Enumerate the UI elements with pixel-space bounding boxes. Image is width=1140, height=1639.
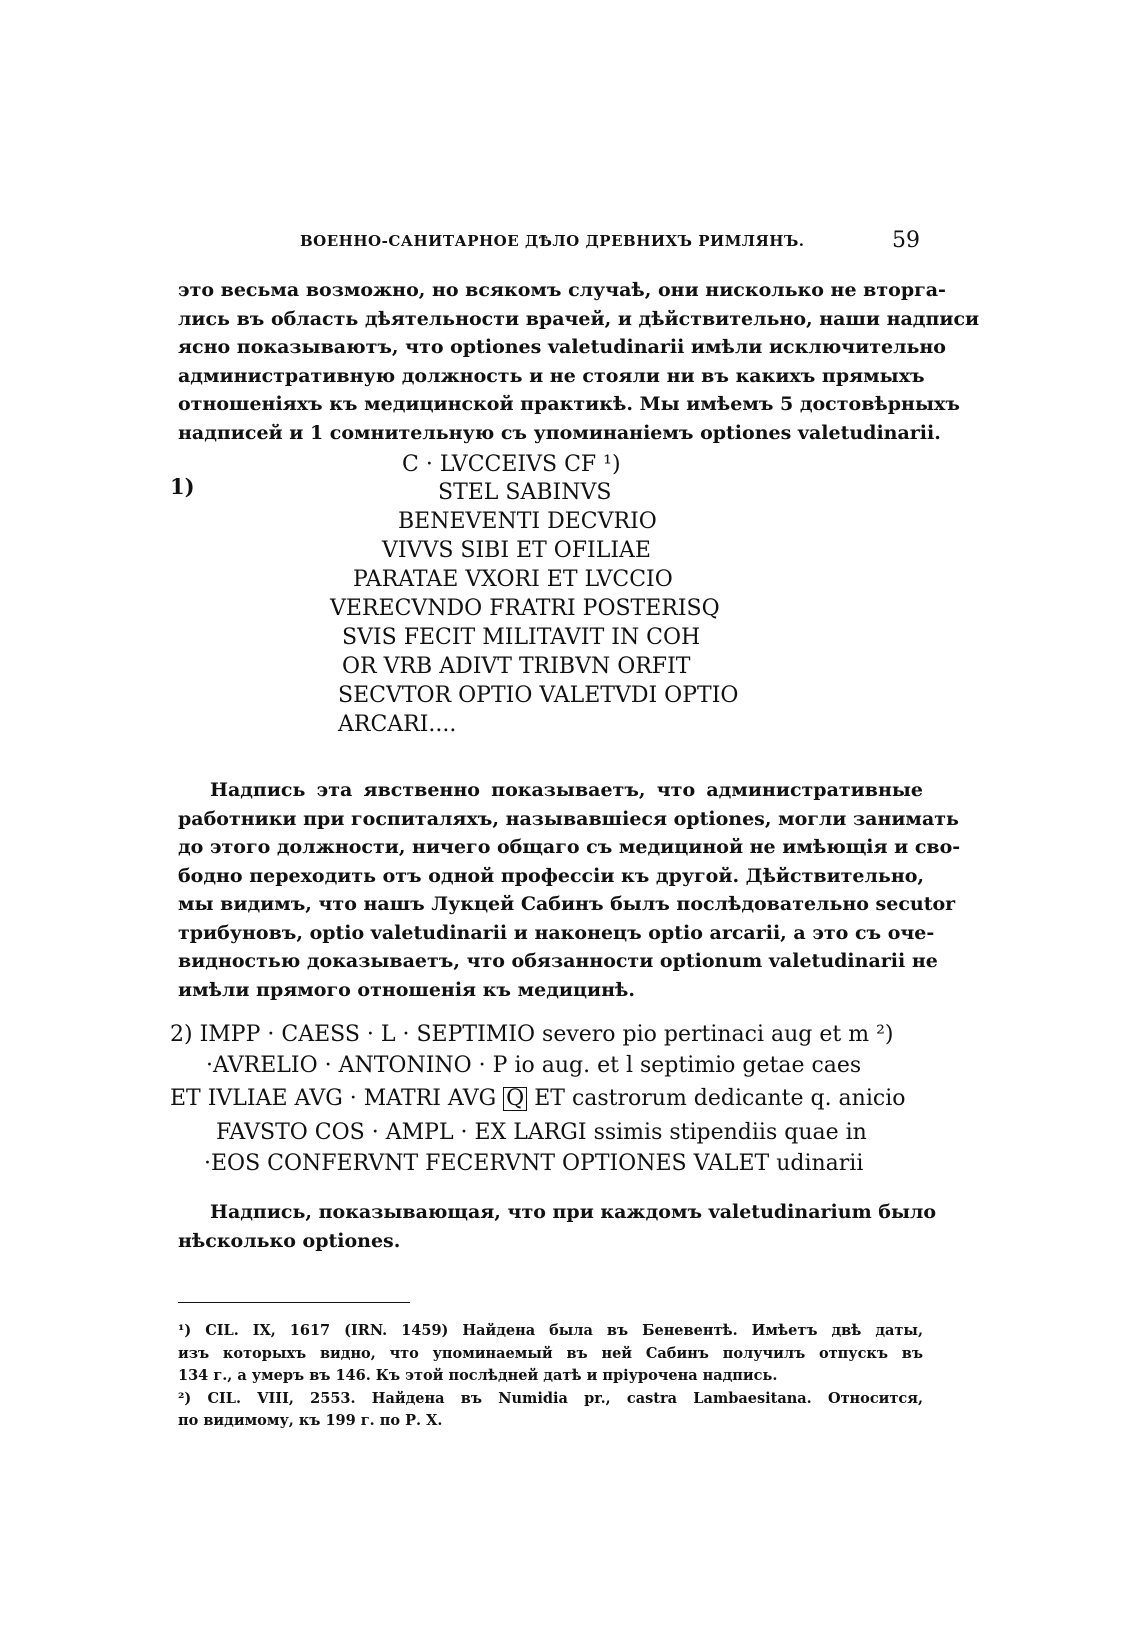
text-line: надписей и 1 сомнительную съ упоминаніемъ optiones valetudinarii. [178,421,941,444]
page-number: 59 [892,228,920,253]
text-line: лись въ область дѣятельности врачей, и дѣйствительно, наши надписи [178,307,980,330]
text-line: отношеніяхъ къ медицинской практикѣ. Мы имѣемъ 5 достовѣрныхъ [178,393,960,415]
footnote-rule [178,1302,410,1303]
inscription-line: 2) IMPP · CAESS · L · SEPTIMIO severo pio pertinaci aug et m ²) [170,1022,894,1047]
text-line: бодно переходить отъ одной профессіи къ другой. Дѣйствительно, [178,864,925,887]
inscription-line: FAVSTO COS · AMPL · EX LARGI ssimis stipendiis quae in [216,1120,867,1145]
footnote-line: ¹) CIL. IX, 1617 (IRN. 1459) Найдена была въ Беневентѣ. Имѣетъ двѣ даты, [178,1322,923,1339]
inscription-line: STEL SABINVS [438,480,612,505]
inscription-line: ARCARI.... [338,712,457,737]
text-line: имѣли прямого отношенія къ медицинѣ. [178,978,635,1001]
footnote-line: изъ которыхъ видно, что упоминаемый въ ней Сабинъ получилъ отпускъ въ [178,1344,923,1362]
paragraph-3 [178,1198,937,1255]
inscription-line: ·AVRELIO · ANTONINO · P io aug. et l septimio getae caes [206,1053,862,1078]
text-line: видностью доказываетъ, что обязанности optionum valetudinarii не [178,950,938,972]
footnote-line: 134 г., а умеръ въ 146. Къ этой послѣдней датѣ и пріурочена надпись. [178,1367,778,1384]
running-title: ВОЕННО-САНИТАРНОЕ ДѢЛО ДРЕВНИХЪ РИМЛЯНЪ. [300,232,805,250]
text-line: Надпись, показывающая, что при каждомъ valetudinarium было [210,1201,937,1223]
paragraph-2 [178,776,961,1004]
footnote-line: ²) CIL. VIII, 2553. Найдена въ Numidia pr., castra Lambaesitana. Относится, [178,1389,923,1407]
footnotes [178,1320,923,1433]
text-line: Надпись эта явственно показываетъ, что административные [210,779,923,801]
text-line: это весьма возможно, но всякомъ случаѣ, они нисколько не вторга- [178,279,946,301]
text-line: административную должность и не стояли ни въ какихъ прямыхъ [178,364,925,387]
inscription-text: ET IVLIAE AVG · MATRI AVG [170,1086,504,1111]
inscription-text: ET castrorum dedicante q. anicio [527,1086,906,1111]
inscription-line: SVIS FECIT MILITAVIT IN COH [342,625,701,650]
inscription-line [170,1086,905,1111]
page-header [180,228,920,258]
inscription-line: ·EOS CONFERVNT FECERVNT OPTIONES VALET udinarii [204,1151,864,1176]
inscription-line: VIVVS SIBI ET OFILIAE [382,538,651,563]
text-line: ясно показываютъ, что optiones valetudinarii имѣли исключительно [178,336,946,358]
text-line: мы видимъ, что нашъ Лукцей Сабинъ былъ послѣдовательно secutor [178,893,956,915]
text-line: до этого должности, ничего общаго съ медициной не имѣющія и сво- [178,836,961,858]
text-line: нѣсколько optiones. [178,1229,401,1252]
boxed-letter: Q [503,1087,527,1111]
text-line: работники при госпиталяхъ, называвшіеся optiones, могли занимать [178,807,959,830]
inscription-line: OR VRB ADIVT TRIBVN ORFIT [342,654,691,679]
inscription-line: SECVTOR OPTIO VALETVDI OPTIO [338,683,739,708]
text-line: трибуновъ, optio valetudinarii и наконецъ optio arcarii, а это съ оче- [178,921,935,944]
inscription-number: 1) [170,474,195,499]
inscription-line: BENEVENTI DECVRIO [398,509,657,534]
footnote-line: по видимому, къ 199 г. по Р. Х. [178,1412,443,1429]
inscription-line: VERECVNDO FRATRI POSTERISQ [330,596,720,621]
inscription-line: PARATAE VXORI ET LVCCIO [353,567,673,592]
inscription-line: C · LVCCEIVS CF ¹) [402,452,621,477]
paragraph-1 [178,276,980,447]
